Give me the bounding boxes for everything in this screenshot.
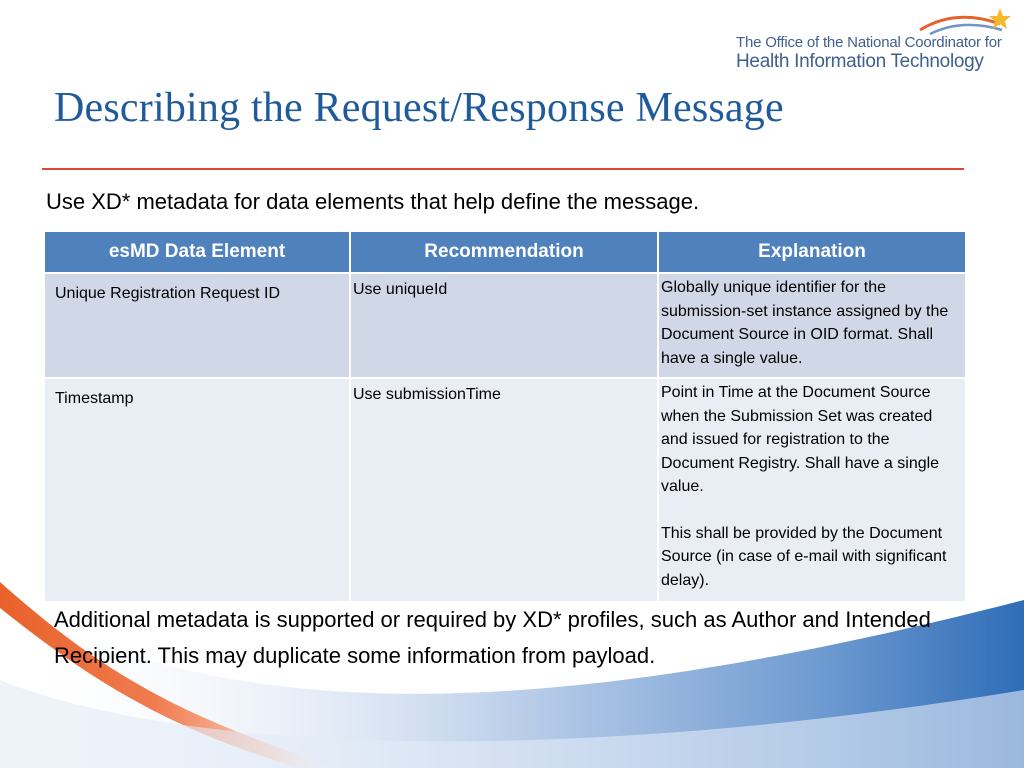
explanation-note: This shall be provided by the Document Source (in case of e-mail with significant delay). — [661, 524, 947, 589]
table-header-row — [44, 231, 966, 273]
header-explanation: Explanation — [658, 231, 966, 273]
intro-text: Use XD* metadata for data elements that help define the message. — [46, 189, 700, 214]
table-row — [44, 273, 966, 378]
paragraph-gap — [661, 499, 961, 522]
logo-line-2: Health Information Technology — [736, 51, 984, 72]
onc-logo — [736, 6, 1016, 76]
explanation-text: Point in Time at the Document Source when the Submission Set was created and issued for registration to the Document Registry. Shall have a single value. — [661, 384, 940, 495]
cell-data-element: Unique Registration Request ID — [44, 273, 350, 378]
header-recommendation: Recommendation — [350, 231, 658, 273]
slide-title: Describing the Request/Response Message — [54, 85, 784, 131]
header-data-element: esMD Data Element — [44, 231, 350, 273]
cell-explanation: Globally unique identifier for the submission-set instance assigned by the Document Source in OID format. Shall have a single value. — [658, 273, 966, 378]
outro-text: Additional metadata is supported or required by XD* profiles, such as Author and Intended Recipient. This may duplicate some information from payload. — [54, 607, 931, 668]
logo-line-1: The Office of the National Coordinator for — [736, 34, 1002, 51]
cell-recommendation: Use submissionTime — [350, 378, 658, 602]
title-divider — [42, 168, 964, 170]
cell-data-element: Timestamp — [44, 378, 350, 602]
cell-recommendation: Use uniqueId — [350, 273, 658, 378]
metadata-table — [43, 230, 967, 603]
